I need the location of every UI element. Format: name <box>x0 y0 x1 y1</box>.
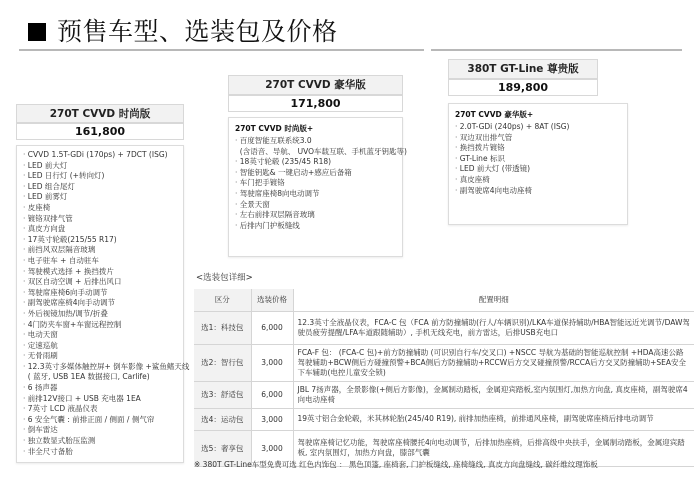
col-header-detail: 配置明细 <box>293 289 694 311</box>
footnote: ※ 380T GT-Line车型免费可选 红色内饰包 ： 黑色顶篷, 座椅套, 门护板缝线, 座椅缝线, 真皮方向盘缝线, 碳纤维纹理饰板 <box>194 460 598 469</box>
option-price: 3,000 <box>251 408 293 430</box>
feature-item: · 副驾驶席4向电动座椅 <box>455 186 621 197</box>
feature-item: (含语音、导航、 UVO车载互联、手机蓝牙钥匙等) <box>239 146 407 156</box>
trim-features-box <box>448 103 628 225</box>
trim-features-box <box>16 145 190 463</box>
trim-name-header: 270T CVVD 时尚版 <box>16 104 184 123</box>
feature-item: · 2.0T-GDi (240ps) + 8AT (ISG) <box>455 122 621 133</box>
feature-item: · 全景天窗 <box>235 200 396 211</box>
feature-item: · 百度智能互联系统3.0 <box>235 136 396 147</box>
feature-item: · 无骨雨刷 <box>23 351 177 362</box>
title-bullet-square <box>28 23 46 41</box>
trim-price: 189,800 <box>448 79 598 96</box>
title-divider-right <box>431 49 682 51</box>
col-header-category: 区分 <box>194 289 251 311</box>
trim-name-header: 270T CVVD 豪华版 <box>228 75 403 95</box>
feature-item: · 镀铬双排气管 <box>23 214 177 225</box>
feature-item: · 前挡风双层隔音玻璃 <box>23 245 177 256</box>
feature-item: · 4门防夹车窗+车窗远程控制 <box>23 320 177 331</box>
feature-item: · 真皮座椅 <box>455 175 621 186</box>
feature-item: · 副驾驶席座椅4向手动调节 <box>23 298 177 309</box>
feature-item: · 后排内门护板缝线 <box>235 221 396 232</box>
feature-item: · LED 组合尾灯 <box>23 182 177 193</box>
feature-item: · 6 安全气囊 : 前排正面 / 侧面 / 侧气帘 <box>23 415 177 426</box>
option-detail: 12.3英寸全液晶仪表，FCA-C 包（FCA 前方防撞辅助(行人/车辆识别)/LKA车道保持辅助/HBA智能远近光调节/DAW驾驶员疲劳提醒/LFA车道跟随辅助）, 手机无线充电，前方雷达，后排USB充电口 <box>293 311 694 344</box>
trim-features-box <box>228 117 407 257</box>
option-detail: JBL 7扬声器，全景影像(+侧后方影像)，金属制动踏板，金属迎宾踏板,室内氛围灯,加热方向盘, 真皮座椅，副驾驶席4向电动座椅 <box>293 381 694 408</box>
feature-item: · LED 前大灯 (带透镜) <box>455 164 621 175</box>
feature-item: · 7英寸 LCD 液晶仪表 <box>23 404 177 415</box>
feature-item: · LED 前雾灯 <box>23 192 177 203</box>
feature-item: · 独立数显式胎压监测 <box>23 436 177 447</box>
option-name: 选1：科技包 <box>194 311 251 344</box>
feature-item: · 17英寸轮毂(215/55 R17) <box>23 235 177 246</box>
feature-item: · LED 前大灯 <box>23 161 177 172</box>
option-detail: FCA-F 包： (FCA-C 包)+前方防撞辅助 (可识别自行车/交叉口) +NSCC 导航为基础的智能巡航控制 +HDA高速公路驾驶辅助+BCW侧后方碰撞预警+BCA侧后方防撞辅助+RCCW后方交叉碰撞预警/RCCA后方交叉防撞辅助+SEA安全下车辅助(电控儿童安全锁) <box>293 344 694 381</box>
base-trim-lead: 270T CVVD 豪华版+ <box>455 110 534 119</box>
feature-item: · 左右前排双层隔音玻璃 <box>235 210 396 221</box>
options-table <box>194 289 694 467</box>
feature-item: · 18英寸轮毂 (235/45 R18) <box>235 157 396 168</box>
option-name: 选3：舒适包 <box>194 381 251 408</box>
option-name: 选5：奢享包 <box>194 430 251 466</box>
feature-item: · 前排12V接口 + USB 充电器 1EA <box>23 394 177 405</box>
option-detail: 19英寸铝合金轮毂，米其林轮胎(245/40 R19), 前排加热座椅，前排通风座椅，副驾驶席座椅后排电动调节 <box>293 408 694 430</box>
feature-item: · GT-Line 标识 <box>455 154 621 165</box>
feature-item: · 驾驶模式选择 + 换挡拨片 <box>23 267 177 278</box>
feature-item: · 真皮方向盘 <box>23 224 177 235</box>
feature-item: · 换挡拨片镀铬 <box>455 143 621 154</box>
option-price: 6,000 <box>251 311 293 344</box>
feature-item: · 倒车雷达 <box>23 425 177 436</box>
trim-name-header: 380T GT-Line 尊贵版 <box>448 59 598 79</box>
feature-item: · 驾驶席座椅8向电动调节 <box>235 189 396 200</box>
page-title-text: 预售车型、选装包及价格 <box>57 17 338 46</box>
option-price: 3,000 <box>251 430 293 466</box>
feature-item: · 外后视镜加热/调节/折叠 <box>23 309 177 320</box>
option-price: 3,000 <box>251 344 293 381</box>
col-header-price: 选装价格 <box>251 289 293 311</box>
feature-item: · 电动天窗 <box>23 330 177 341</box>
table-row <box>194 381 694 408</box>
trim-price: 161,800 <box>16 123 184 140</box>
feature-item: ( 蓝牙, USB 1EA 数据接口, Carlife) <box>27 372 150 382</box>
feature-item: · 双边双出排气管 <box>455 133 621 144</box>
base-trim-lead: 270T CVVD 时尚版+ <box>235 124 314 133</box>
feature-item: · 12.3英寸多媒体触控屏+ 倒车影像 +鲨鱼鳍天线 <box>23 362 177 373</box>
feature-item: · 定速巡航 <box>23 341 177 352</box>
feature-item: · 电子驻车 + 自动驻车 <box>23 256 177 267</box>
table-row <box>194 408 694 430</box>
option-price: 6,000 <box>251 381 293 408</box>
title-divider-left <box>19 49 424 51</box>
trim-price: 171,800 <box>228 95 403 112</box>
feature-item: · 双区自动空调 + 后排出风口 <box>23 277 177 288</box>
feature-item: · 车门把手镀铬 <box>235 178 396 189</box>
table-row <box>194 311 694 344</box>
page-title <box>28 17 338 47</box>
feature-item: · 皮座椅 <box>23 203 177 214</box>
options-section-label: <选装包详细> <box>196 273 253 283</box>
feature-item: · 驾驶席座椅6向手动调节 <box>23 288 177 299</box>
option-name: 选2：智行包 <box>194 344 251 381</box>
feature-item: · CVVD 1.5T-GDi (170ps) + 7DCT (ISG) <box>23 150 177 161</box>
option-name: 选4：运动包 <box>194 408 251 430</box>
option-detail: 驾驶席座椅记忆功能，驾驶席座椅腰托4向电动调节，后排加热座椅，后排高级中央扶手，金属制动踏板，金属迎宾踏板, 室内氛围灯，加热方向盘，膝部气囊 <box>293 430 694 466</box>
feature-item: · 智能钥匙& 一键启动+感应后备箱 <box>235 168 396 179</box>
feature-item: · LED 日行灯 (+转向灯) <box>23 171 177 182</box>
table-row <box>194 344 694 381</box>
feature-item: · 6 扬声器 <box>23 383 177 394</box>
feature-item: · 非全尺寸备胎 <box>23 447 177 458</box>
options-table-header <box>194 289 694 311</box>
